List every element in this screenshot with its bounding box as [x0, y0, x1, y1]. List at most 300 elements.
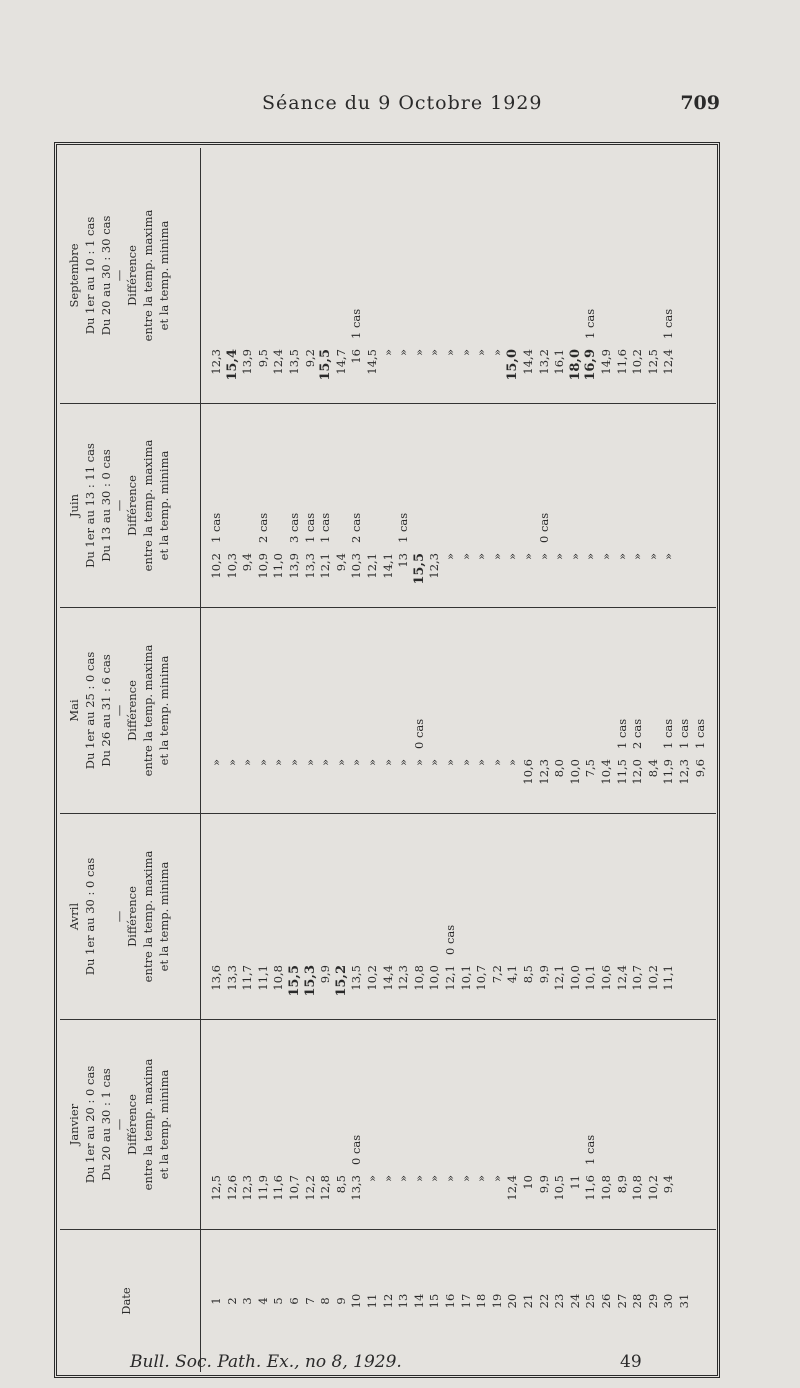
- case-note: 2 cas: [255, 512, 270, 543]
- date-cell: 27: [614, 1293, 629, 1309]
- value-row: [662, 309, 675, 397]
- value-row: [647, 553, 660, 601]
- value-cell: 15,5: [287, 965, 302, 997]
- value-cell: 12,3: [427, 553, 442, 579]
- value-row: [257, 513, 270, 601]
- value-row: [226, 759, 239, 807]
- value-cell: 12,5: [645, 349, 660, 375]
- header-sub1: Différence: [125, 475, 139, 536]
- value-cell: 10,0: [567, 759, 582, 785]
- value-cell: »: [396, 349, 411, 357]
- value-cell: 14,4: [521, 349, 535, 375]
- value-cell: 13,3: [349, 1175, 364, 1201]
- value-row: [210, 513, 223, 601]
- value-row: [288, 513, 301, 601]
- value-row: [257, 349, 270, 397]
- month-header: Septembre Du 1er au 10 : 1 cas Du 20 au 30 : 30 cas — Différence entre la temp. maxima et la temp. minima: [60, 148, 200, 403]
- value-cell: »: [380, 349, 395, 357]
- value-cell: 10: [521, 1175, 535, 1190]
- value-cell: »: [411, 759, 426, 767]
- value-cell: 10,2: [209, 553, 223, 579]
- value-cell: 10,4: [599, 759, 613, 785]
- value-row: [647, 965, 660, 1013]
- value-cell: 15,5: [411, 553, 427, 585]
- value-cell: »: [458, 553, 473, 561]
- value-row: [538, 759, 551, 807]
- value-row: [475, 553, 488, 601]
- value-row: [460, 349, 473, 397]
- value-row: [616, 965, 629, 1013]
- value-row: [428, 349, 441, 397]
- case-note: 0 cas: [411, 718, 426, 749]
- value-row: [538, 1175, 551, 1223]
- value-row: [366, 553, 379, 601]
- value-row: [569, 965, 582, 1013]
- value-cell: 15,2: [333, 965, 349, 997]
- value-row: [382, 965, 395, 1013]
- value-row: [226, 553, 239, 601]
- value-cell: »: [240, 759, 255, 767]
- case-note: 1 cas: [583, 308, 598, 339]
- value-row: [584, 1135, 597, 1223]
- value-row: [382, 759, 395, 807]
- value-cell: 10,1: [458, 965, 473, 991]
- date-cell: 7: [302, 1297, 317, 1305]
- value-row: [413, 553, 426, 601]
- value-row: [694, 719, 707, 807]
- date-cell: 20: [505, 1293, 520, 1309]
- value-cell: »: [380, 759, 395, 767]
- value-cell: 11,0: [271, 553, 286, 579]
- case-note: 1 cas: [661, 308, 676, 339]
- value-row: [428, 1175, 441, 1223]
- date-cell: 22: [536, 1293, 551, 1309]
- value-cell: »: [443, 759, 457, 767]
- value-row: [335, 1175, 348, 1223]
- value-row: [257, 759, 270, 807]
- citation: Bull. Soc. Path. Ex., no 8, 1929.: [130, 1352, 402, 1372]
- value-row: [366, 759, 379, 807]
- date-cell: 18: [474, 1293, 489, 1309]
- value-row: [382, 553, 395, 601]
- value-row: [538, 965, 551, 1013]
- value-row: [382, 349, 395, 397]
- value-cell: »: [318, 759, 333, 767]
- value-cell: 10,2: [645, 1175, 660, 1201]
- value-row: [257, 965, 270, 1013]
- month-column-janvier: [60, 1020, 716, 1230]
- value-row: [475, 965, 488, 1013]
- value-cell: 11,5: [614, 759, 629, 785]
- value-row: [647, 759, 660, 807]
- value-cell: 13: [396, 553, 411, 568]
- value-row: [491, 1175, 504, 1223]
- value-cell: 10,1: [583, 965, 598, 991]
- value-cell: »: [255, 759, 270, 767]
- value-row: [522, 349, 535, 397]
- value-cell: 12,1: [552, 965, 567, 991]
- value-cell: 12,0: [630, 759, 645, 785]
- value-cell: 13,2: [536, 349, 551, 375]
- value-cell: »: [661, 553, 676, 561]
- value-row: [366, 1175, 379, 1223]
- value-cell: 15,0: [505, 349, 521, 381]
- value-cell: 11,1: [661, 965, 676, 991]
- value-row: [319, 759, 332, 807]
- value-row: [382, 1175, 395, 1223]
- value-cell: 11,1: [255, 965, 270, 991]
- value-row: [397, 513, 410, 601]
- value-cell: 10,7: [287, 1175, 301, 1201]
- value-cell: 12,3: [240, 1175, 255, 1201]
- value-row: [522, 965, 535, 1013]
- value-row: [553, 965, 566, 1013]
- value-cell: »: [396, 759, 411, 767]
- value-row: [600, 553, 613, 601]
- value-cell: »: [224, 759, 239, 767]
- value-row: [288, 759, 301, 807]
- value-row: [428, 759, 441, 807]
- value-row: [413, 965, 426, 1013]
- value-row: [350, 965, 363, 1013]
- value-cell: 12,5: [209, 1175, 223, 1201]
- date-cell: 30: [661, 1293, 676, 1309]
- date-cell: 4: [255, 1297, 270, 1305]
- value-row: [600, 1175, 613, 1223]
- value-row: [631, 1175, 644, 1223]
- value-row: [584, 759, 597, 807]
- value-row: [553, 759, 566, 807]
- value-cell: »: [536, 553, 551, 561]
- value-cell: »: [489, 349, 504, 357]
- value-row: [210, 759, 223, 807]
- value-cell: 10,6: [599, 965, 613, 991]
- value-cell: 8,4: [645, 759, 660, 778]
- value-row: [491, 965, 504, 1013]
- value-cell: »: [489, 553, 504, 561]
- value-row: [600, 349, 613, 397]
- date-cell: 5: [271, 1297, 286, 1305]
- value-cell: »: [552, 553, 567, 561]
- value-cell: 10,9: [255, 553, 270, 579]
- date-cell: 21: [521, 1293, 535, 1309]
- value-cell: 12,1: [365, 553, 379, 579]
- value-row: [538, 349, 551, 397]
- value-row: [616, 1175, 629, 1223]
- value-cell: »: [645, 553, 660, 561]
- value-cell: 12,8: [318, 1175, 333, 1201]
- value-row: [506, 965, 519, 1013]
- date-cell: 24: [567, 1293, 582, 1309]
- value-cell: 12,3: [536, 759, 551, 785]
- value-cell: »: [380, 1175, 395, 1183]
- value-cell: 9,9: [318, 965, 333, 984]
- value-cell: 10,8: [271, 965, 286, 991]
- value-row: [350, 513, 363, 601]
- value-cell: 13,5: [349, 965, 364, 991]
- header-sub3: et la temp. minima: [157, 220, 171, 331]
- header-line1: Du 1er au 30 : 0 cas: [83, 857, 97, 976]
- header-sub2: entre la temp. maxima: [141, 209, 155, 342]
- value-row: [662, 965, 675, 1013]
- value-cell: 12,4: [505, 1175, 520, 1201]
- header-line1: Du 1er au 20 : 0 cas: [83, 1065, 97, 1184]
- value-cell: 10,7: [630, 965, 645, 991]
- value-cell: 11,7: [240, 965, 255, 991]
- case-note: 1 cas: [349, 308, 364, 339]
- date-cell: 25: [583, 1293, 598, 1309]
- month-header: Avril Du 1er au 30 : 0 cas — Différence entre la temp. maxima et la temp. minima: [60, 814, 200, 1019]
- case-note: 1 cas: [583, 1134, 598, 1165]
- value-cell: »: [474, 553, 489, 561]
- header-sub3: et la temp. minima: [157, 655, 171, 766]
- value-cell: 13,9: [287, 553, 301, 579]
- value-row: [616, 349, 629, 397]
- value-cell: »: [333, 759, 348, 767]
- value-row: [319, 1175, 332, 1223]
- value-cell: 18,0: [567, 349, 583, 381]
- value-cell: »: [505, 759, 520, 767]
- value-row: [226, 965, 239, 1013]
- value-cell: 10,0: [427, 965, 442, 991]
- value-row: [631, 349, 644, 397]
- value-row: [662, 553, 675, 601]
- value-row: [491, 349, 504, 397]
- header-sub3: et la temp. minima: [157, 861, 171, 972]
- value-cell: »: [349, 759, 364, 767]
- value-cell: 13,3: [302, 553, 317, 579]
- value-cell: 9,9: [536, 965, 551, 984]
- value-row: [397, 349, 410, 397]
- month-column-mai: [60, 608, 716, 814]
- value-row: [616, 553, 629, 601]
- date-cell: 31: [677, 1293, 691, 1309]
- page-number: 709: [680, 92, 720, 114]
- value-cell: 12,3: [396, 965, 411, 991]
- value-cell: 10,3: [224, 553, 239, 579]
- value-row: [226, 1175, 239, 1223]
- value-cell: 12,2: [302, 1175, 317, 1201]
- header-sub1: Différence: [125, 245, 139, 306]
- value-cell: 12,6: [224, 1175, 239, 1201]
- value-row: [319, 349, 332, 397]
- value-cell: »: [583, 553, 598, 561]
- date-cell: 19: [489, 1293, 504, 1309]
- value-row: [538, 513, 551, 601]
- value-row: [366, 965, 379, 1013]
- value-cell: 11,9: [661, 759, 676, 785]
- value-row: [491, 553, 504, 601]
- value-row: [319, 513, 332, 601]
- value-cell: 14,4: [380, 965, 395, 991]
- value-cell: 8,0: [552, 759, 567, 778]
- value-cell: 10,8: [630, 1175, 645, 1201]
- value-row: [553, 1175, 566, 1223]
- value-row: [335, 965, 348, 1013]
- value-cell: »: [489, 1175, 504, 1183]
- value-row: [600, 759, 613, 807]
- value-row: [397, 759, 410, 807]
- header-line2: Du 20 au 30 : 30 cas: [99, 215, 113, 336]
- sheet-number: 49: [620, 1352, 642, 1372]
- date-cell: 8: [318, 1297, 333, 1305]
- value-cell: »: [209, 759, 223, 767]
- page-header: [0, 92, 800, 122]
- value-cell: 10,2: [365, 965, 379, 991]
- value-cell: 12,1: [318, 553, 333, 579]
- header-sub3: et la temp. minima: [157, 450, 171, 561]
- value-row: [444, 349, 457, 397]
- header-title: Septembre: [67, 243, 81, 308]
- value-cell: »: [458, 1175, 473, 1183]
- value-cell: 15,4: [224, 349, 240, 381]
- value-cell: »: [443, 553, 457, 561]
- case-note: 1 cas: [318, 512, 333, 543]
- header-line2: Du 26 au 31 : 6 cas: [99, 654, 113, 767]
- value-cell: »: [458, 349, 473, 357]
- value-cell: 15,5: [318, 349, 334, 381]
- value-cell: 11,6: [583, 1175, 598, 1201]
- date-cell: 2: [224, 1297, 239, 1305]
- value-cell: 10,3: [349, 553, 364, 579]
- value-row: [631, 965, 644, 1013]
- value-cell: 10,8: [599, 1175, 613, 1201]
- value-cell: »: [427, 759, 442, 767]
- value-cell: 10,8: [411, 965, 426, 991]
- date-cell: 13: [396, 1293, 411, 1309]
- value-row: [475, 759, 488, 807]
- value-cell: »: [474, 1175, 489, 1183]
- value-cell: 16,9: [583, 349, 599, 381]
- case-note: 1 cas: [209, 512, 223, 543]
- value-row: [272, 965, 285, 1013]
- header-sub1: Différence: [125, 680, 139, 741]
- value-row: [506, 349, 519, 397]
- date-cell: 28: [630, 1293, 645, 1309]
- date-column: [60, 1230, 716, 1372]
- value-row: [241, 349, 254, 397]
- value-row: [304, 965, 317, 1013]
- case-note: 2 cas: [630, 718, 645, 749]
- value-row: [272, 759, 285, 807]
- value-row: [522, 1175, 535, 1223]
- value-row: [428, 553, 441, 601]
- month-column-juin: [60, 404, 716, 608]
- date-cell: 15: [427, 1293, 442, 1309]
- value-cell: 4,1: [505, 965, 520, 984]
- value-cell: 12,4: [271, 349, 286, 375]
- value-row: [241, 965, 254, 1013]
- case-note: 0 cas: [443, 924, 457, 955]
- case-note: 0 cas: [349, 1134, 364, 1165]
- case-note: 2 cas: [349, 512, 364, 543]
- value-row: [304, 349, 317, 397]
- value-cell: 11,9: [255, 1175, 270, 1201]
- value-row: [631, 719, 644, 807]
- header-sub2: entre la temp. maxima: [141, 850, 155, 983]
- header-line1: Du 1er au 25 : 0 cas: [83, 651, 97, 770]
- running-title: Séance du 9 Octobre 1929: [262, 92, 543, 114]
- value-row: [428, 965, 441, 1013]
- date-cell: 12: [380, 1293, 395, 1309]
- value-row: [584, 965, 597, 1013]
- case-note: 1 cas: [677, 718, 691, 749]
- value-row: [226, 349, 239, 397]
- month-header: Janvier Du 1er au 20 : 0 cas Du 20 au 30 : 1 cas — Différence entre la temp. maxima et la temp. minima: [60, 1020, 200, 1229]
- value-cell: 13,6: [209, 965, 223, 991]
- value-row: [444, 759, 457, 807]
- value-cell: 14,7: [333, 349, 348, 375]
- value-row: [350, 759, 363, 807]
- value-row: [491, 759, 504, 807]
- date-cell: 23: [552, 1293, 567, 1309]
- value-cell: 16: [349, 349, 364, 364]
- value-cell: »: [630, 553, 645, 561]
- value-cell: 12,3: [209, 349, 223, 375]
- value-row: [335, 759, 348, 807]
- value-row: [241, 759, 254, 807]
- value-row: [304, 513, 317, 601]
- month-header: Juin Du 1er au 13 : 11 cas Du 13 au 30 : 0 cas — Différence entre la temp. maxima et la temp. minima: [60, 404, 200, 607]
- value-row: [319, 965, 332, 1013]
- value-row: [678, 719, 691, 807]
- value-row: [288, 349, 301, 397]
- value-cell: »: [411, 349, 426, 357]
- value-row: [647, 349, 660, 397]
- value-row: [506, 759, 519, 807]
- header-title: Juin: [67, 493, 81, 518]
- value-row: [647, 1175, 660, 1223]
- value-cell: »: [365, 759, 379, 767]
- rotated-table: [60, 148, 716, 1372]
- value-row: [553, 349, 566, 397]
- header-line1: Du 1er au 13 : 11 cas: [83, 443, 97, 568]
- date-cell: 29: [645, 1293, 660, 1309]
- date-cell: 10: [349, 1293, 364, 1309]
- value-cell: 16,1: [552, 349, 567, 375]
- header-title: Mai: [67, 699, 81, 722]
- header-line1: Du 1er au 10 : 1 cas: [83, 216, 97, 335]
- value-row: [460, 965, 473, 1013]
- value-cell: 9,2: [302, 349, 317, 368]
- value-row: [662, 1175, 675, 1223]
- month-column-septembre: [60, 148, 716, 404]
- value-cell: »: [443, 349, 457, 357]
- value-cell: »: [302, 759, 317, 767]
- header-sub2: entre la temp. maxima: [141, 1058, 155, 1191]
- value-row: [335, 553, 348, 601]
- header-line2: Du 13 au 30 : 0 cas: [99, 449, 113, 562]
- header-sub2: entre la temp. maxima: [141, 439, 155, 572]
- value-row: [569, 349, 582, 397]
- value-cell: 14,5: [365, 349, 379, 375]
- value-cell: 12,4: [661, 349, 676, 375]
- value-cell: »: [411, 1175, 426, 1183]
- value-cell: 11: [567, 1175, 582, 1190]
- case-note: 1 cas: [302, 512, 317, 543]
- value-row: [210, 965, 223, 1013]
- value-cell: 13,3: [224, 965, 239, 991]
- value-row: [584, 553, 597, 601]
- value-row: [475, 349, 488, 397]
- value-cell: »: [474, 349, 489, 357]
- value-cell: »: [458, 759, 473, 767]
- value-row: [662, 719, 675, 807]
- date-cell: 16: [443, 1293, 457, 1309]
- month-header: Mai Du 1er au 25 : 0 cas Du 26 au 31 : 6 cas — Différence entre la temp. maxima et la temp. minima: [60, 608, 200, 813]
- value-cell: »: [521, 553, 535, 561]
- value-row: [288, 965, 301, 1013]
